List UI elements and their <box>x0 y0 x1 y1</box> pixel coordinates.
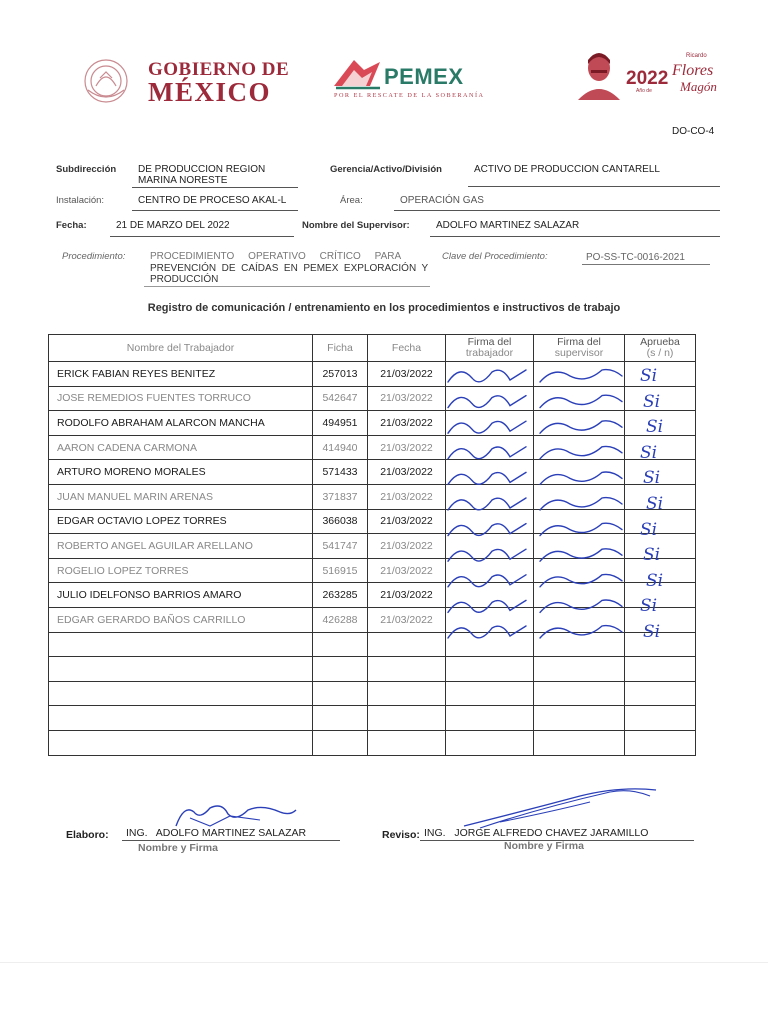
subdireccion-value-line1: DE PRODUCCION REGION <box>138 164 266 175</box>
reviso-caption: Nombre y Firma <box>504 840 584 852</box>
area-label: Área: <box>340 195 363 206</box>
supervisor-signature <box>540 523 622 535</box>
fecha-cell <box>368 730 446 755</box>
instalacion-value: CENTRO DE PROCESO AKAL-L <box>138 195 287 206</box>
aprueba-handwritten: Si <box>643 545 661 566</box>
aprueba-handwritten: Si <box>646 570 664 591</box>
header-fecha: Fecha <box>368 335 446 362</box>
aprueba-handwritten: Si <box>643 622 661 642</box>
ficha-cell: 366038 <box>313 509 368 534</box>
fecha-cell: 21/03/2022 <box>368 509 446 534</box>
gobierno-line1: GOBIERNO DE <box>148 59 290 80</box>
instalacion-underline <box>132 210 298 211</box>
fecha-cell <box>368 632 446 657</box>
worker-name-cell: ERICK FABIAN REYES BENITEZ <box>49 362 313 387</box>
header-aprueba <box>625 335 696 362</box>
pemex-logo <box>332 54 512 102</box>
anio-sub: Año de <box>636 88 652 94</box>
header-firma-supervisor-line1: Firma del <box>557 336 601 348</box>
fecha-cell: 21/03/2022 <box>368 607 446 632</box>
header-aprueba-line1: Aprueba <box>640 336 680 348</box>
worker-name-cell <box>49 730 313 755</box>
worker-name-cell: ROGELIO LOPEZ TORRES <box>49 558 313 583</box>
ficha-cell <box>313 657 368 682</box>
fecha-cell: 21/03/2022 <box>368 534 446 559</box>
supervisor-value: ADOLFO MARTINEZ SALAZAR <box>436 220 580 231</box>
elaboro-underline <box>122 840 340 841</box>
gerencia-label: Gerencia/Activo/División <box>330 164 442 175</box>
header-firma-supervisor-line2: supervisor <box>554 347 604 359</box>
ficha-cell: 571433 <box>313 460 368 485</box>
clave-label: Clave del Procedimiento: <box>442 251 548 262</box>
worker-name-cell: ARTURO MORENO MORALES <box>49 460 313 485</box>
elaboro-label: Elaboro: <box>66 829 109 841</box>
area-underline <box>394 210 720 211</box>
area-value: OPERACIÓN GAS <box>400 195 484 206</box>
worker-signature <box>448 498 526 510</box>
reviso-label: Reviso: <box>382 829 420 841</box>
procedimiento-underline <box>144 286 430 287</box>
reviso-value: ING. JORGE ALFREDO CHAVEZ JARAMILLO <box>424 827 649 839</box>
ficha-cell: 263285 <box>313 583 368 608</box>
fecha-cell: 21/03/2022 <box>368 362 446 387</box>
worker-signature <box>448 447 526 459</box>
anio-year: 2022 <box>626 68 669 89</box>
aprueba-cell <box>625 706 696 731</box>
supervisor-signature <box>540 549 622 561</box>
subdireccion-underline <box>132 187 298 188</box>
header-firma-supervisor <box>534 335 625 362</box>
procedimiento-line3: PRODUCCIÓN <box>150 274 219 285</box>
national-seal-icon <box>76 56 136 106</box>
fecha-cell: 21/03/2022 <box>368 386 446 411</box>
pemex-name: PEMEX <box>384 64 464 89</box>
ficha-cell <box>313 632 368 657</box>
anio-flores-magon-logo <box>574 48 724 104</box>
anio-name-line1: Flores <box>672 62 714 79</box>
supervisor-signature <box>540 574 622 586</box>
aprueba-cell <box>625 730 696 755</box>
aprueba-handwritten: Si <box>646 417 664 438</box>
worker-name-cell <box>49 706 313 731</box>
worker-name-cell: EDGAR OCTAVIO LOPEZ TORRES <box>49 509 313 534</box>
header-firma-trabajador <box>446 335 534 362</box>
table-row <box>49 706 696 731</box>
ficha-cell: 516915 <box>313 558 368 583</box>
table-header-row <box>49 335 696 362</box>
aprueba-handwritten: Si <box>640 366 658 386</box>
ficha-cell: 414940 <box>313 435 368 460</box>
fecha-cell <box>368 706 446 731</box>
elaboro-caption: Nombre y Firma <box>138 842 218 854</box>
gerencia-underline <box>468 186 720 187</box>
worker-name-cell <box>49 681 313 706</box>
supervisor-signature <box>540 421 622 433</box>
supervisor-signature <box>540 395 622 407</box>
supervisor-signature <box>540 600 622 612</box>
fecha-cell <box>368 681 446 706</box>
table-row <box>49 681 696 706</box>
procedimiento-line1: PROCEDIMIENTO OPERATIVO CRÍTICO PARA <box>150 251 402 262</box>
worker-signature <box>448 396 526 408</box>
gobierno-de-mexico-logo <box>76 56 296 108</box>
reviso-signature <box>460 782 660 832</box>
clave-underline <box>582 264 710 265</box>
gerencia-value: ACTIVO DE PRODUCCION CANTARELL <box>474 164 660 175</box>
worker-name-cell <box>49 632 313 657</box>
fecha-cell: 21/03/2022 <box>368 411 446 436</box>
worker-name-cell <box>49 657 313 682</box>
firma-trabajador-cell <box>446 706 534 731</box>
supervisor-signature <box>540 626 622 638</box>
worker-signature <box>448 524 526 536</box>
subdireccion-label: Subdirección <box>56 164 117 175</box>
elaboro-value: ING. ADOLFO MARTINEZ SALAZAR <box>126 827 307 839</box>
ficha-cell <box>313 730 368 755</box>
ficha-cell: 257013 <box>313 362 368 387</box>
worker-signature <box>448 600 526 612</box>
subdireccion-value-line2: MARINA NORESTE <box>138 175 228 186</box>
fecha-label: Fecha: <box>56 220 87 231</box>
ficha-cell: 541747 <box>313 534 368 559</box>
supervisor-label: Nombre del Supervisor: <box>302 220 410 231</box>
fecha-cell: 21/03/2022 <box>368 558 446 583</box>
header-firma-trabajador-line2: trabajador <box>465 347 514 359</box>
header-aprueba-line2: (s / n) <box>646 347 674 359</box>
clave-value: PO-SS-TC-0016-2021 <box>586 252 685 263</box>
fecha-underline <box>110 236 294 237</box>
supervisor-signature <box>540 472 622 484</box>
fecha-cell: 21/03/2022 <box>368 460 446 485</box>
header-firma-trabajador-line1: Firma del <box>467 336 512 348</box>
fecha-value: 21 DE MARZO DEL 2022 <box>116 220 230 231</box>
supervisor-signature <box>540 498 622 510</box>
ficha-cell <box>313 706 368 731</box>
worker-signature <box>448 549 526 561</box>
register-title: Registro de comunicación / entrenamiento en los procedimientos e instructivos de trabajo <box>147 302 621 314</box>
fecha-cell: 21/03/2022 <box>368 583 446 608</box>
aprueba-handwritten: Si <box>643 468 661 489</box>
fecha-cell: 21/03/2022 <box>368 435 446 460</box>
worker-name-cell: EDGAR GERARDO BAÑOS CARRILLO <box>49 607 313 632</box>
worker-name-cell: JUAN MANUEL MARIN ARENAS <box>49 484 313 509</box>
firma-trabajador-cell <box>446 681 534 706</box>
anio-name-line2: Magón <box>680 79 717 94</box>
instalacion-label: Instalación: <box>56 195 105 206</box>
ficha-cell <box>313 681 368 706</box>
aprueba-handwritten: Si <box>646 494 664 514</box>
worker-signature <box>448 575 526 587</box>
worker-name-cell: ROBERTO ANGEL AGUILAR ARELLANO <box>49 534 313 559</box>
ficha-cell: 542647 <box>313 386 368 411</box>
fecha-cell <box>368 657 446 682</box>
ficha-cell: 371837 <box>313 484 368 509</box>
firma-trabajador-cell <box>446 730 534 755</box>
page-edge-line <box>0 962 768 963</box>
aprueba-handwritten: Si <box>643 391 661 412</box>
portrait-icon <box>574 50 624 100</box>
header-ficha: Ficha <box>313 335 368 362</box>
worker-signature <box>448 421 526 433</box>
pemex-tagline: POR EL RESCATE DE LA SOBERANÍA <box>334 92 485 99</box>
worker-signature <box>448 626 526 638</box>
procedimiento-label: Procedimiento: <box>62 251 126 262</box>
pemex-eagle-icon <box>332 56 384 92</box>
worker-name-cell: RODOLFO ABRAHAM ALARCON MANCHA <box>49 411 313 436</box>
procedimiento-line2: PREVENCIÓN DE CAÍDAS EN PEMEX EXPLORACIÓN Y <box>150 263 429 274</box>
header-name: Nombre del Trabajador <box>49 335 313 362</box>
aprueba-handwritten: Si <box>640 596 658 617</box>
aprueba-handwritten: Si <box>640 442 658 463</box>
aprueba-cell <box>625 681 696 706</box>
firma-supervisor-cell <box>534 681 625 706</box>
ficha-cell: 494951 <box>313 411 368 436</box>
worker-signature <box>448 472 526 484</box>
handwritten-signatures <box>440 360 740 670</box>
anio-pre: Ricardo <box>686 53 707 59</box>
supervisor-underline <box>430 236 720 237</box>
firma-supervisor-cell <box>534 706 625 731</box>
worker-name-cell: AARON CADENA CARMONA <box>49 435 313 460</box>
table-row <box>49 730 696 755</box>
worker-name-cell: JOSE REMEDIOS FUENTES TORRUCO <box>49 386 313 411</box>
firma-supervisor-cell <box>534 730 625 755</box>
aprueba-handwritten: Si <box>640 519 658 540</box>
worker-signature <box>448 370 526 382</box>
supervisor-signature <box>540 446 622 458</box>
worker-name-cell: JULIO IDELFONSO BARRIOS AMARO <box>49 583 313 608</box>
document-code: DO-CO-4 <box>672 126 715 137</box>
supervisor-signature <box>540 370 622 382</box>
ficha-cell: 426288 <box>313 607 368 632</box>
gobierno-line2: MÉXICO <box>148 77 271 107</box>
fecha-cell: 21/03/2022 <box>368 484 446 509</box>
